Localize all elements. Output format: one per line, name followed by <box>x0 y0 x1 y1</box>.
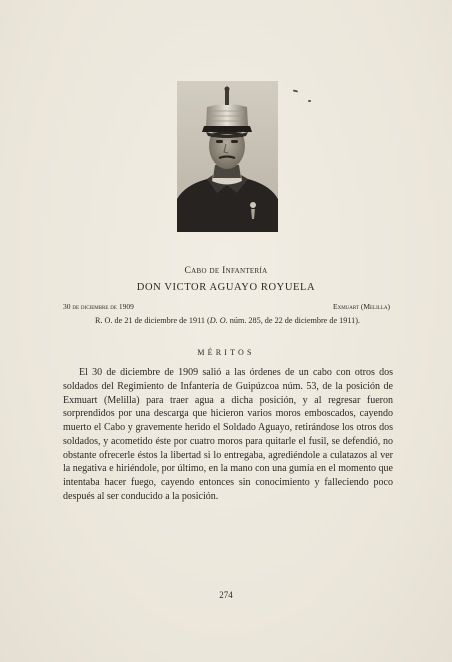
royal-order-reference <box>63 316 392 325</box>
ref-prefix: R. O. de 21 de diciembre de 1911 ( <box>95 316 210 325</box>
portrait-photo <box>177 81 278 232</box>
page-number: 274 <box>219 590 233 600</box>
ref-suffix: núm. 285, de 22 de diciembre de 1911). <box>227 316 360 325</box>
person-name: DON VICTOR AGUAYO ROYUELA <box>136 282 316 293</box>
rank-title: Cabo de Infantería <box>184 266 268 276</box>
ref-italic: D. O. <box>209 316 228 325</box>
event-date: 30 de diciembre de 1909 <box>63 302 134 311</box>
ink-speck <box>308 100 311 102</box>
merits-paragraph: El 30 de diciembre de 1909 salió a las órdenes de un cabo con otros dos soldados del Regimiento de Infantería de Guipúzcoa núm. 53, de la posición de Exmuart (Melilla) para traer agua a dicha posición, y al regresar fueron sorprendidos por una descarga que hicieron varios moros emboscados, cayendo muerto el Cabo y gravemente herido el Soldado Aguayo, retirándose los otros dos soldados, y acometido éste por cuatro moros para quitarle el fusil, se defendió, no obstante ofrecerle éstos la libertad si lo entregaba, agrediéndole a culatazos al ver la negativa e hiriéndole, por último, en la mano con una gumía en el momento que intentaba hacer fuego, cayendo entonces sin conocimiento y falleciendo poco después al ser conducido a la posición. <box>63 367 393 502</box>
section-title: MÉRITOS <box>197 348 255 357</box>
event-place: Exmuart (Melilla) <box>333 302 390 311</box>
ink-speck <box>293 89 298 92</box>
